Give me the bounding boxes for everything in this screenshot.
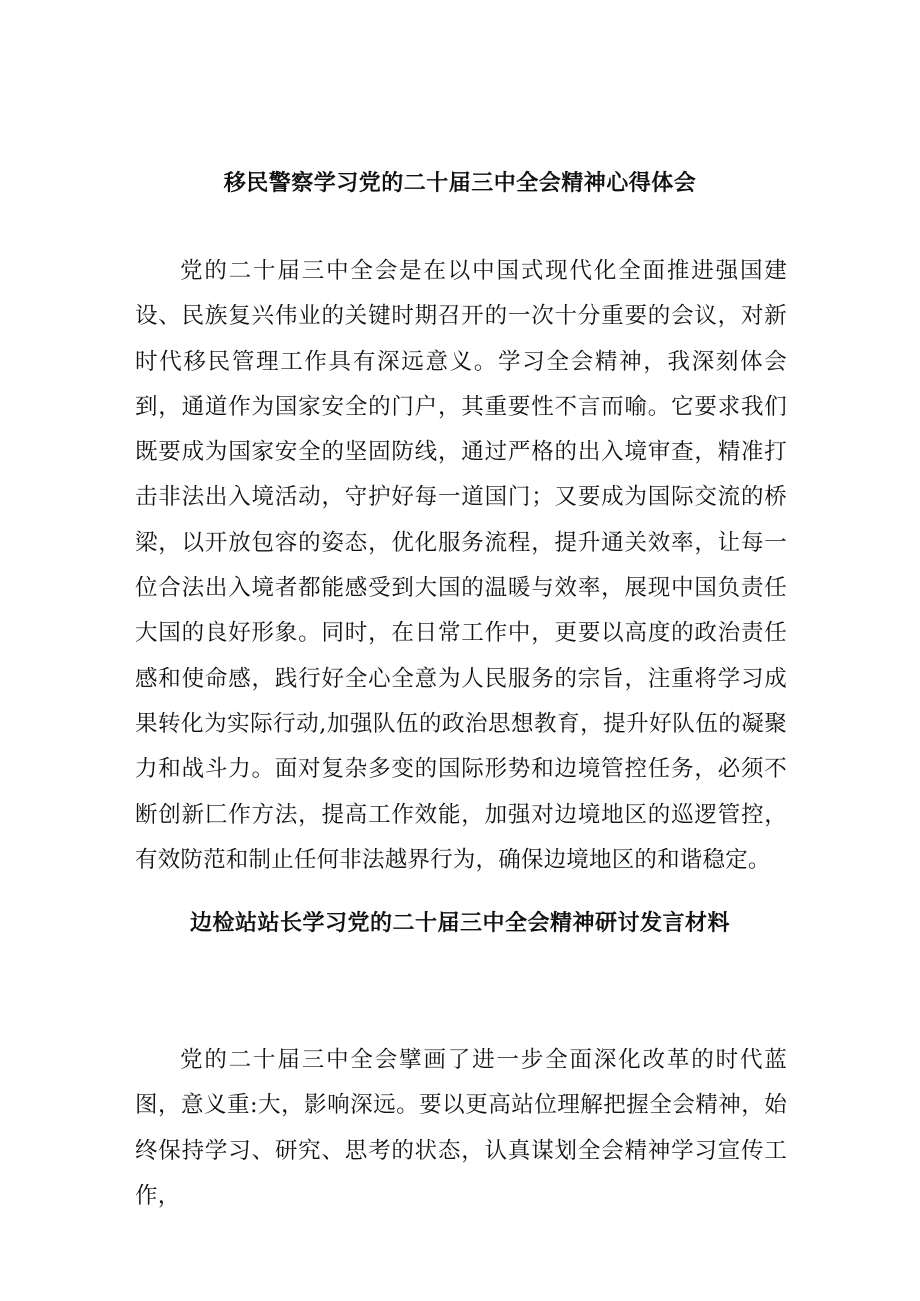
section-body-1: 党的二十届三中全会是在以中国式现代化全面推进强国建设、民族复兴伟业的关键时期召开的一次十分重要的会议，对新时代移民管理工作具有深远意义。学习全会精神，我深刻体会到，通道作为国家安全的门户，其重要性不言而喻。它要求我们既要成为国家安全的坚固防线，通过严格的出入境审查，精准打击非法出入境活动，守护好每一道国门；又要成为国际交流的桥梁，以开放包容的姿态，优化服务流程，提升通关效率，让每一位合法出入境者都能感受到大国的温暖与效率，展现中国负责任大国的良好形象。同时，在日常工作中，更要以高度的政治责任感和使命感，践行好全心全意为人民服务的宗旨，注重将学习成果转化为实际行动,加强队伍的政治思想教育，提升好队伍的凝聚力和战斗力。面对复杂多变的国际形势和边境管控任务，必须不断创新匚作方法，提高工作效能，加强对边境地区的巡逻管控，有效防范和制止任何非法越界行为，确保边境地区的和谐稳定。 xyxy=(135,258,787,873)
section-body-2: 党的二十届三中全会擘画了进一步全面深化改革的时代蓝图，意义重:大，影响深远。要以更高站位理解把握全会精神，始终保持学习、研究、思考的状态，认真谋划全会精神学习宣传工作， xyxy=(135,1047,787,1209)
section-title-2: 边检站站长学习党的二十届三中全会精神研讨发言材料 xyxy=(189,911,730,936)
section-title-1: 移民警察学习党的二十届三中全会精神心得体会 xyxy=(223,171,697,196)
